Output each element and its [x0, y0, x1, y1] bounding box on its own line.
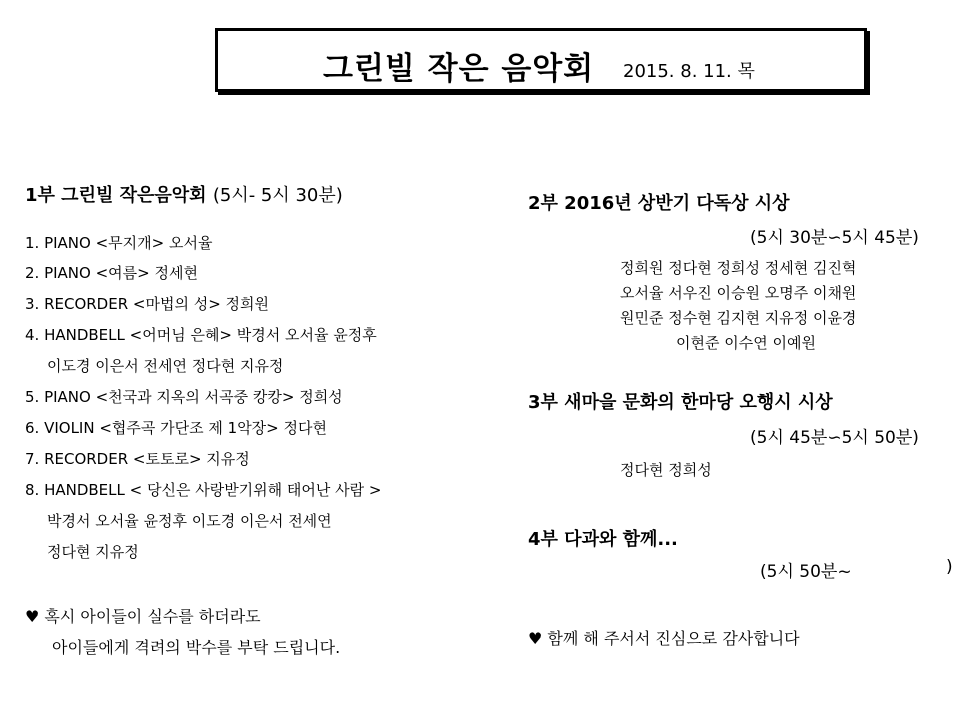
program-item: 2. PIANO <여름> 정세현 [25, 264, 198, 282]
part4-title: 4부 다과와 함께... [528, 529, 678, 550]
part2-title: 2부 2016년 상반기 다독상 시상 [528, 193, 790, 214]
title-box [215, 28, 867, 92]
program-item: 4. HANDBELL <어머님 은혜> 박경서 오서율 윤정후 [25, 326, 377, 344]
part4-time-start: (5시 50분~ [760, 562, 852, 582]
note-right: ♥ 함께 해 주서서 진심으로 감사합니다 [528, 629, 800, 648]
part2-names-row: 오서율 서우진 이승원 오명주 이채원 [620, 284, 857, 302]
program-item-continued: 박경서 오서율 윤정후 이도경 이은서 전세연 [47, 512, 332, 530]
part2-names-row: 이현준 이수연 이예원 [676, 334, 816, 352]
program-item: 5. PIANO <천국과 지옥의 서곡중 캉캉> 정희성 [25, 388, 343, 406]
part3-title: 3부 새마을 문화의 한마당 오행시 시상 [528, 392, 833, 413]
program-item-continued: 정다현 지유정 [47, 543, 139, 561]
part1-title: 1부 그린빌 작은음악회 [25, 185, 207, 206]
note-left-line2: 아이들에게 격려의 박수를 부탁 드립니다. [52, 638, 341, 657]
program-item: 6. VIOLIN <협주곡 가단조 제 1악장> 정다현 [25, 419, 327, 437]
program-item: 1. PIANO <무지개> 오서율 [25, 234, 213, 252]
event-date: 2015. 8. 11. 목 [623, 61, 755, 82]
part2-names-row: 정희원 정다현 정희성 정세현 김진혁 [620, 259, 857, 277]
part1-time: (5시- 5시 30분) [212, 185, 343, 206]
part3-names: 정다현 정희성 [620, 461, 712, 479]
program-item: 7. RECORDER <토토로> 지유정 [25, 450, 250, 468]
part1-heading [25, 181, 343, 207]
page-title: 그린빌 작은 음악회 [323, 51, 595, 87]
part3-time: (5시 45분∽5시 50분) [750, 428, 919, 448]
part2-names-row: 원민준 정수현 김지현 지유정 이윤경 [620, 309, 857, 327]
part2-time: (5시 30분∽5시 45분) [750, 228, 919, 248]
program-item: 3. RECORDER <마법의 성> 정희원 [25, 295, 270, 313]
program-item: 8. HANDBELL < 당신은 사랑받기위해 태어난 사람 > [25, 481, 382, 499]
note-left-line1: ♥ 혹시 아이들이 실수를 하더라도 [25, 607, 261, 626]
program-item-continued: 이도경 이은서 전세연 정다현 지유정 [47, 357, 284, 375]
part4-time-end: ) [946, 557, 953, 577]
